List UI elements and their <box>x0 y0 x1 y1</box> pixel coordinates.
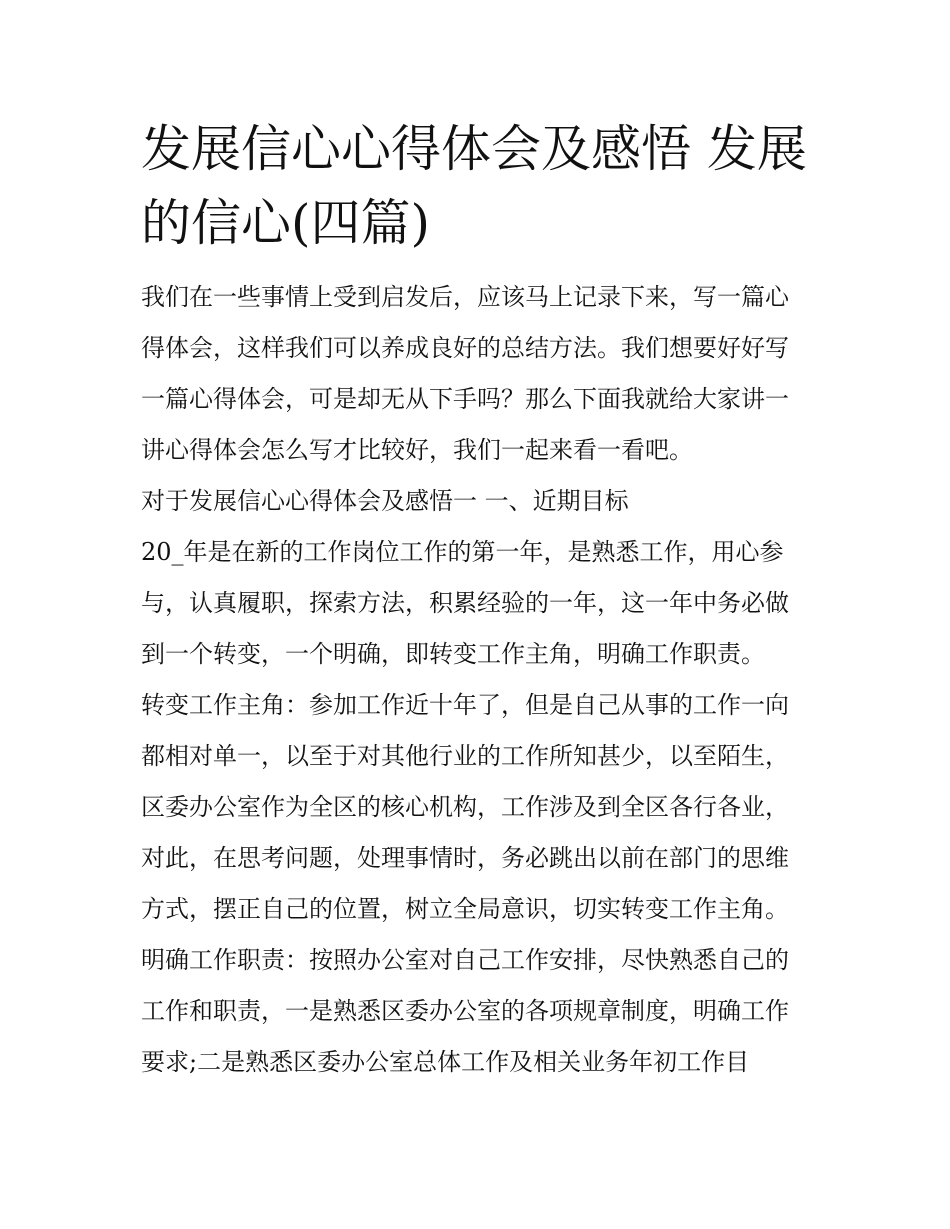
document-title: 发展信心心得体会及感悟 发展 的信心(四篇) <box>141 120 807 252</box>
intro-paragraph: 我们在一些事情上受到启发后，应该马上记录下来，写一篇心 得体会，这样我们可以养成良好的总结方法。我们想要好好写 一篇心得体会，可是却无从下手吗？那么下面我就给大家讲一 讲心得体会怎么写才比较好，我们一起来看一看吧。 <box>141 283 789 464</box>
section-heading: 对于发展信心心得体会及感悟一 一、近期目标 <box>141 487 629 515</box>
body-paragraph: 明确工作职责：按照办公室对自己工作安排，尽快熟悉自己的 工作和职责，一是熟悉区委办公室的各项规章制度，明确工作 要求;二是熟悉区委办公室总体工作及相关业务年初工作目 <box>141 946 789 1076</box>
body-paragraph: 20_年是在新的工作岗位工作的第一年，是熟悉工作，用心参 与，认真履职，探索方法，积累经验的一年，这一年中务必做 到一个转变，一个明确，即转变工作主角，明确工作职责。 <box>141 538 789 668</box>
document-content <box>141 112 821 1088</box>
body-paragraph: 转变工作主角：参加工作近十年了，但是自己从事的工作一向 都相对单一，以至于对其他行业的工作所知甚少，以至陌生， 区委办公室作为全区的核心机构，工作涉及到全区各行各业， 对此，在思考问题，处理事情时，务必跳出以前在部门的思维 方式，摆正自己的位置，树立全局意识，切实转变工作主角。 <box>141 691 789 923</box>
